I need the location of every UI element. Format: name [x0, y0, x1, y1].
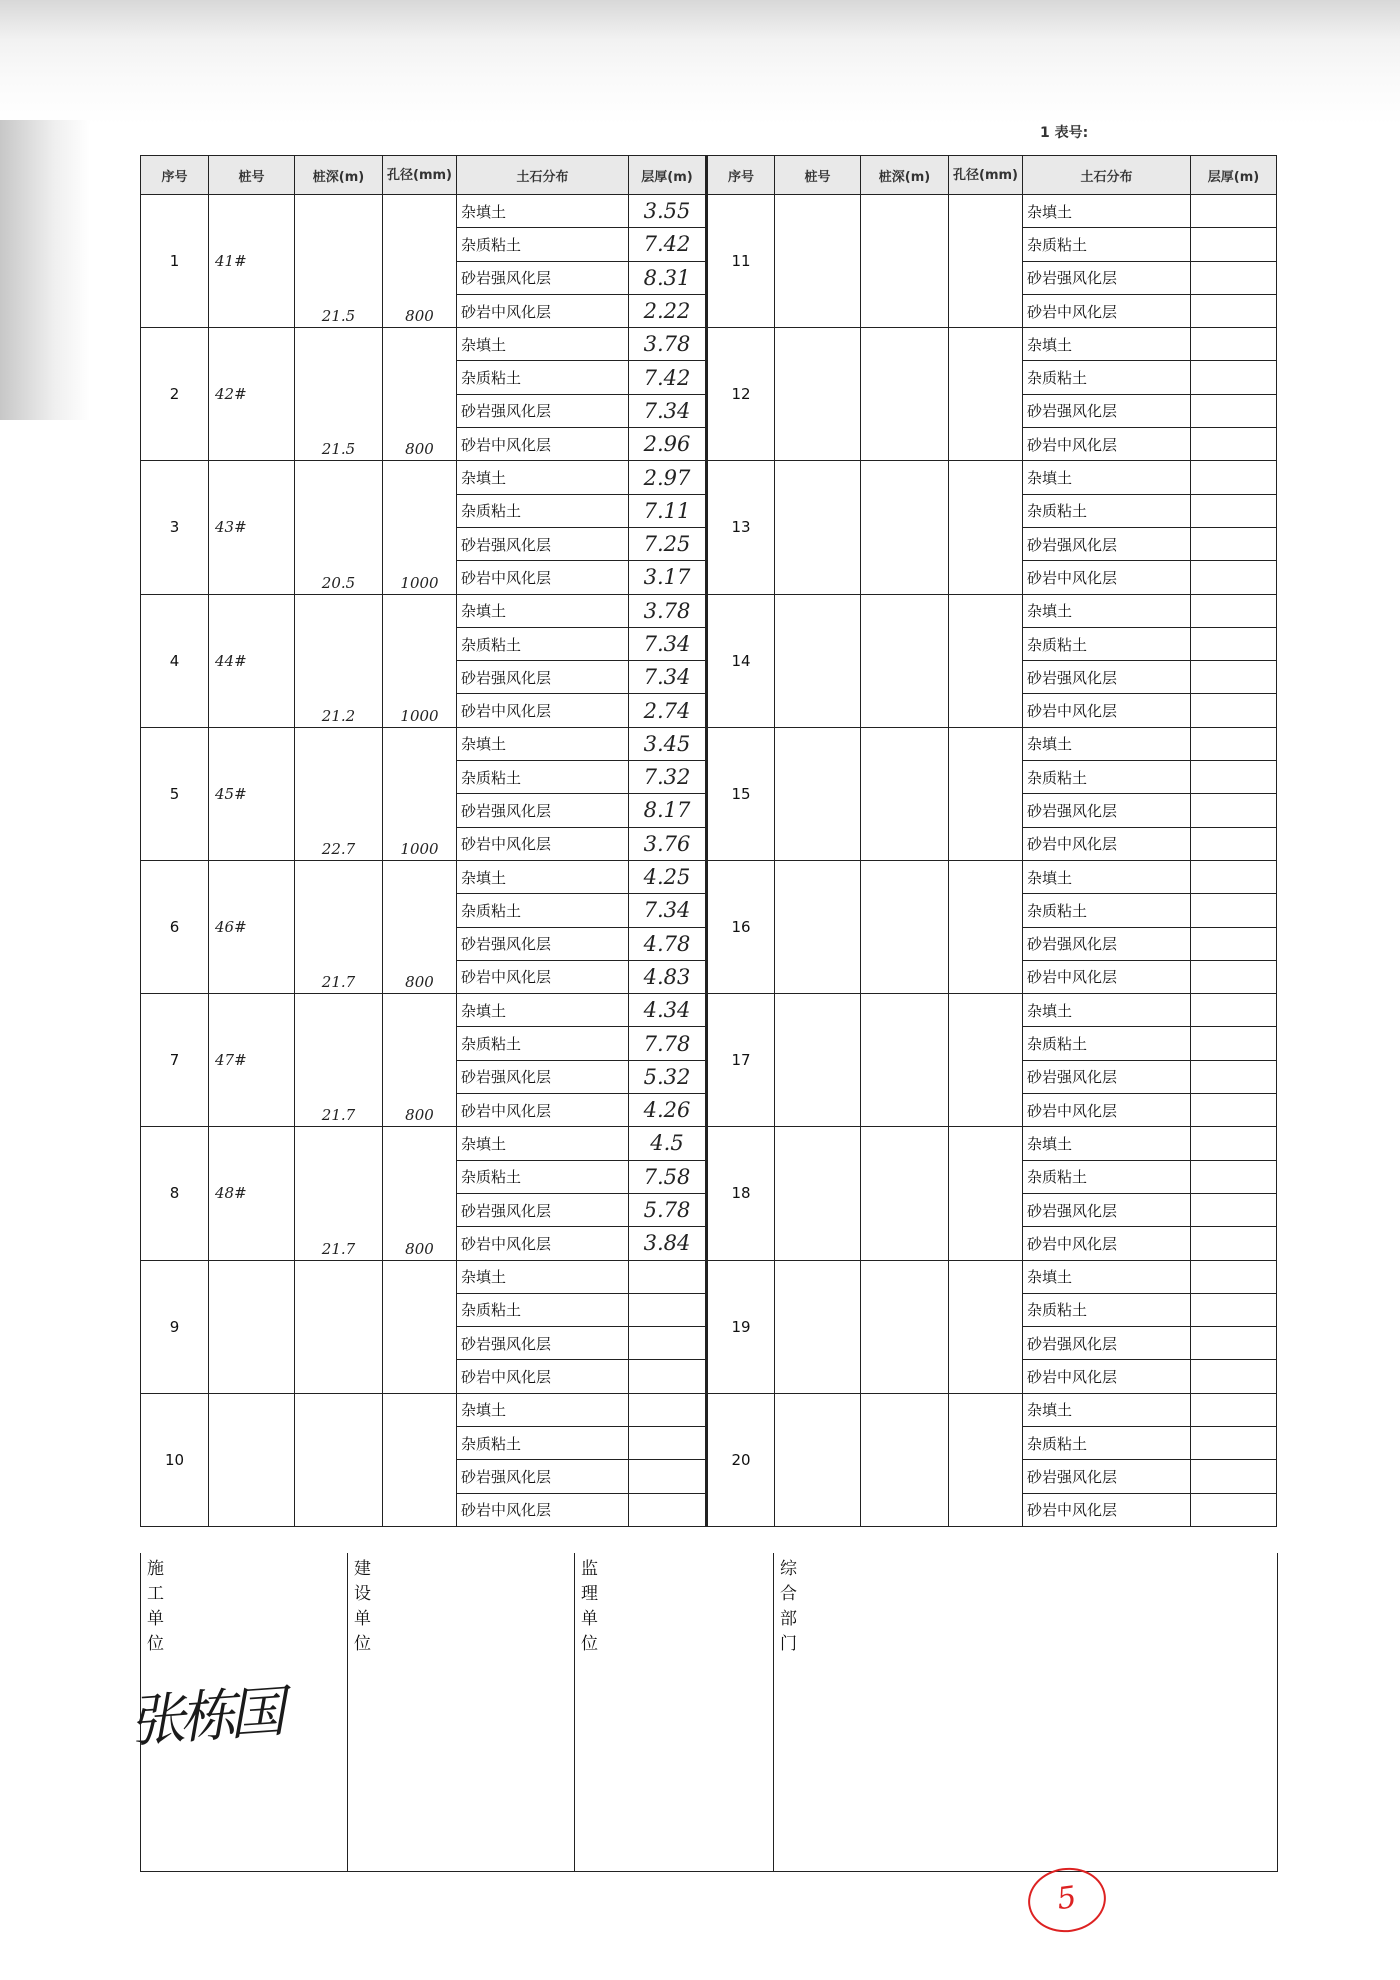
- pile-no-cell: 42#: [209, 328, 295, 461]
- seq-cell-right: 14: [707, 594, 775, 727]
- hole-dia-cell: 800: [383, 328, 457, 461]
- pile-no-cell: 44#: [209, 594, 295, 727]
- thickness-cell: 7.34: [629, 661, 707, 694]
- thickness-cell: 3.78: [629, 328, 707, 361]
- soil-layer-cell-right: 砂岩强风化层: [1023, 794, 1191, 827]
- soil-layer-cell: 杂填土: [457, 195, 629, 228]
- thickness-cell-right: [1191, 1027, 1277, 1060]
- pile-depth-cell-right: [861, 328, 949, 461]
- hole-dia-cell: [383, 1260, 457, 1393]
- thickness-cell: 5.78: [629, 1193, 707, 1226]
- soil-layer-cell: 杂质粘土: [457, 894, 629, 927]
- soil-layer-cell: 砂岩强风化层: [457, 1060, 629, 1093]
- soil-layer-cell: 杂填土: [457, 1393, 629, 1426]
- soil-layer-cell-right: 杂填土: [1023, 195, 1191, 228]
- thickness-cell: 3.17: [629, 561, 707, 594]
- soil-layer-cell: 杂填土: [457, 1260, 629, 1293]
- soil-layer-cell: 杂填土: [457, 860, 629, 893]
- pile-depth-cell: [295, 1393, 383, 1526]
- thickness-cell: 2.74: [629, 694, 707, 727]
- seq-cell: 5: [141, 727, 209, 860]
- thickness-cell: 3.84: [629, 1227, 707, 1260]
- page-number-mark: 5: [1024, 1863, 1110, 1937]
- table-header-row: [141, 156, 1277, 195]
- soil-layer-cell-right: 砂岩强风化层: [1023, 1460, 1191, 1493]
- table-row: [141, 860, 1277, 893]
- thickness-cell: 3.55: [629, 195, 707, 228]
- seq-cell: 8: [141, 1127, 209, 1260]
- seq-cell-right: 11: [707, 195, 775, 328]
- thickness-cell: 3.76: [629, 827, 707, 860]
- pile-no-cell-right: [775, 195, 861, 328]
- soil-layer-cell-right: 杂填土: [1023, 994, 1191, 1027]
- thickness-cell: 3.45: [629, 727, 707, 760]
- soil-layer-cell: 砂岩强风化层: [457, 794, 629, 827]
- pile-depth-cell-right: [861, 860, 949, 993]
- thickness-cell-right: [1191, 1060, 1277, 1093]
- pile-record-table: [140, 155, 1277, 1527]
- seq-cell: 4: [141, 594, 209, 727]
- pile-no-cell-right: [775, 461, 861, 594]
- thickness-cell: 7.42: [629, 361, 707, 394]
- table-row: [141, 195, 1277, 228]
- hole-dia-cell: 800: [383, 994, 457, 1127]
- hole-dia-cell-right: [949, 594, 1023, 727]
- thickness-cell-right: [1191, 594, 1277, 627]
- thickness-cell: 7.34: [629, 627, 707, 660]
- handwritten-signature: 张栋国: [127, 1679, 282, 1756]
- thickness-cell: [629, 1260, 707, 1293]
- pile-no-cell-right: [775, 594, 861, 727]
- soil-layer-cell: 砂岩中风化层: [457, 1094, 629, 1127]
- soil-layer-cell: 杂质粘土: [457, 1293, 629, 1326]
- soil-layer-cell-right: 杂填土: [1023, 594, 1191, 627]
- pile-depth-cell: 20.5: [295, 461, 383, 594]
- thickness-cell-right: [1191, 1127, 1277, 1160]
- hole-dia-cell-right: [949, 328, 1023, 461]
- pile-depth-cell: 21.7: [295, 994, 383, 1127]
- soil-layer-cell: 砂岩强风化层: [457, 1460, 629, 1493]
- thickness-cell: 7.34: [629, 894, 707, 927]
- header-hole-dia-right: 孔径(mm): [949, 156, 1023, 195]
- thickness-cell: 2.96: [629, 428, 707, 461]
- thickness-cell-right: [1191, 1094, 1277, 1127]
- table-row: [141, 461, 1277, 494]
- sheet-no-label: 1 表号:: [1040, 125, 1089, 141]
- pile-no-cell: [209, 1393, 295, 1526]
- hole-dia-cell: 800: [383, 1127, 457, 1260]
- soil-layer-cell: 砂岩强风化层: [457, 1327, 629, 1360]
- thickness-cell-right: [1191, 1260, 1277, 1293]
- thickness-cell: 4.25: [629, 860, 707, 893]
- header-seq-right: 序号: [707, 156, 775, 195]
- soil-layer-cell-right: 杂质粘土: [1023, 494, 1191, 527]
- thickness-cell-right: [1191, 727, 1277, 760]
- soil-layer-cell: 砂岩中风化层: [457, 294, 629, 327]
- thickness-cell-right: [1191, 1493, 1277, 1526]
- pile-depth-cell-right: [861, 195, 949, 328]
- seq-cell-right: 12: [707, 328, 775, 461]
- pile-no-cell: 47#: [209, 994, 295, 1127]
- thickness-cell-right: [1191, 1460, 1277, 1493]
- hole-dia-cell-right: [949, 727, 1023, 860]
- soil-layer-cell-right: 杂质粘土: [1023, 1160, 1191, 1193]
- thickness-cell-right: [1191, 661, 1277, 694]
- soil-layer-cell-right: 砂岩强风化层: [1023, 1327, 1191, 1360]
- soil-layer-cell: 砂岩中风化层: [457, 1227, 629, 1260]
- soil-layer-cell: 砂岩强风化层: [457, 661, 629, 694]
- soil-layer-cell-right: 杂填土: [1023, 1127, 1191, 1160]
- soil-layer-cell: 杂填土: [457, 994, 629, 1027]
- thickness-cell-right: [1191, 328, 1277, 361]
- thickness-cell-right: [1191, 428, 1277, 461]
- hole-dia-cell: 800: [383, 195, 457, 328]
- thickness-cell-right: [1191, 894, 1277, 927]
- soil-layer-cell: 砂岩中风化层: [457, 1493, 629, 1526]
- soil-layer-cell-right: 杂填土: [1023, 727, 1191, 760]
- seq-cell-right: 17: [707, 994, 775, 1127]
- hole-dia-cell: 1000: [383, 727, 457, 860]
- hole-dia-cell-right: [949, 860, 1023, 993]
- table-row: [141, 594, 1277, 627]
- thickness-cell-right: [1191, 228, 1277, 261]
- soil-layer-cell: 砂岩中风化层: [457, 827, 629, 860]
- thickness-cell-right: [1191, 761, 1277, 794]
- thickness-cell-right: [1191, 1393, 1277, 1426]
- pile-no-cell: 41#: [209, 195, 295, 328]
- table-body: [141, 195, 1277, 1527]
- thickness-cell-right: [1191, 827, 1277, 860]
- hole-dia-cell-right: [949, 1393, 1023, 1526]
- hole-dia-cell: 1000: [383, 594, 457, 727]
- pile-depth-cell: 21.7: [295, 1127, 383, 1260]
- thickness-cell: 7.25: [629, 527, 707, 560]
- pile-depth-cell: [295, 1260, 383, 1393]
- hole-dia-cell-right: [949, 461, 1023, 594]
- sig-owner-label: 建设单位: [354, 1559, 371, 1654]
- soil-layer-cell: 杂填土: [457, 594, 629, 627]
- thickness-cell-right: [1191, 195, 1277, 228]
- soil-layer-cell: 砂岩中风化层: [457, 1360, 629, 1393]
- pile-depth-cell-right: [861, 994, 949, 1127]
- thickness-cell-right: [1191, 461, 1277, 494]
- thickness-cell: 7.32: [629, 761, 707, 794]
- pile-depth-cell-right: [861, 1393, 949, 1526]
- sig-construction: [127, 1553, 348, 1871]
- thickness-cell: [629, 1360, 707, 1393]
- pile-no-cell-right: [775, 727, 861, 860]
- thickness-cell-right: [1191, 1360, 1277, 1393]
- thickness-cell: [629, 1293, 707, 1326]
- thickness-cell-right: [1191, 794, 1277, 827]
- thickness-cell-right: [1191, 361, 1277, 394]
- pile-no-cell: 43#: [209, 461, 295, 594]
- soil-layer-cell: 杂质粘土: [457, 228, 629, 261]
- soil-layer-cell-right: 砂岩强风化层: [1023, 661, 1191, 694]
- soil-layer-cell-right: 砂岩中风化层: [1023, 1094, 1191, 1127]
- thickness-cell-right: [1191, 860, 1277, 893]
- soil-layer-cell-right: 杂填土: [1023, 328, 1191, 361]
- soil-layer-cell: 杂填土: [457, 461, 629, 494]
- pile-depth-cell-right: [861, 594, 949, 727]
- thickness-cell: 5.32: [629, 1060, 707, 1093]
- pile-no-cell-right: [775, 328, 861, 461]
- thickness-cell-right: [1191, 627, 1277, 660]
- seq-cell-right: 18: [707, 1127, 775, 1260]
- sig-supervision: [575, 1553, 774, 1871]
- thickness-cell: 2.22: [629, 294, 707, 327]
- header-seq: 序号: [141, 156, 209, 195]
- thickness-cell: 2.97: [629, 461, 707, 494]
- thickness-cell-right: [1191, 694, 1277, 727]
- thickness-cell-right: [1191, 1426, 1277, 1459]
- header-pile-no-right: 桩号: [775, 156, 861, 195]
- hole-dia-cell-right: [949, 1260, 1023, 1393]
- soil-layer-cell: 砂岩中风化层: [457, 694, 629, 727]
- thickness-cell-right: [1191, 294, 1277, 327]
- thickness-cell: [629, 1393, 707, 1426]
- soil-layer-cell-right: 砂岩强风化层: [1023, 527, 1191, 560]
- soil-layer-cell-right: 杂填土: [1023, 461, 1191, 494]
- hole-dia-cell-right: [949, 994, 1023, 1127]
- soil-layer-cell-right: 杂质粘土: [1023, 1293, 1191, 1326]
- thickness-cell-right: [1191, 394, 1277, 427]
- header-pile-depth: 桩深(m): [295, 156, 383, 195]
- pile-no-cell-right: [775, 860, 861, 993]
- pile-depth-cell: 22.7: [295, 727, 383, 860]
- thickness-cell: 7.58: [629, 1160, 707, 1193]
- thickness-cell: 3.78: [629, 594, 707, 627]
- soil-layer-cell-right: 砂岩中风化层: [1023, 960, 1191, 993]
- table-row: [141, 727, 1277, 760]
- header-soil-right: 土石分布: [1023, 156, 1191, 195]
- soil-layer-cell-right: 杂填土: [1023, 1260, 1191, 1293]
- soil-layer-cell: 杂填土: [457, 328, 629, 361]
- table-row: [141, 1393, 1277, 1426]
- seq-cell: 9: [141, 1260, 209, 1393]
- thickness-cell: [629, 1327, 707, 1360]
- table-row: [141, 1127, 1277, 1160]
- soil-layer-cell: 砂岩中风化层: [457, 960, 629, 993]
- soil-layer-cell-right: 杂质粘土: [1023, 761, 1191, 794]
- thickness-cell-right: [1191, 561, 1277, 594]
- soil-layer-cell: 砂岩强风化层: [457, 927, 629, 960]
- seq-cell: 10: [141, 1393, 209, 1526]
- hole-dia-cell-right: [949, 1127, 1023, 1260]
- sig-construction-label: 施工单位: [147, 1559, 164, 1654]
- soil-layer-cell-right: 砂岩中风化层: [1023, 694, 1191, 727]
- seq-cell: 1: [141, 195, 209, 328]
- header-pile-depth-right: 桩深(m): [861, 156, 949, 195]
- thickness-cell: 8.31: [629, 261, 707, 294]
- sig-general: [774, 1553, 1276, 1871]
- soil-layer-cell: 杂质粘土: [457, 361, 629, 394]
- pile-no-cell-right: [775, 1127, 861, 1260]
- thickness-cell-right: [1191, 1193, 1277, 1226]
- header-thickness-right: 层厚(m): [1191, 156, 1277, 195]
- soil-layer-cell-right: 砂岩中风化层: [1023, 294, 1191, 327]
- soil-layer-cell: 杂填土: [457, 727, 629, 760]
- soil-layer-cell: 杂质粘土: [457, 761, 629, 794]
- scan-shadow-top: [0, 0, 1400, 125]
- thickness-cell: 7.34: [629, 394, 707, 427]
- thickness-cell-right: [1191, 960, 1277, 993]
- hole-dia-cell: 1000: [383, 461, 457, 594]
- sig-supervision-label: 监理单位: [581, 1559, 598, 1654]
- thickness-cell-right: [1191, 994, 1277, 1027]
- soil-layer-cell: 砂岩强风化层: [457, 527, 629, 560]
- hole-dia-cell: 800: [383, 860, 457, 993]
- soil-layer-cell-right: 砂岩强风化层: [1023, 394, 1191, 427]
- pile-depth-cell-right: [861, 1260, 949, 1393]
- thickness-cell: 4.34: [629, 994, 707, 1027]
- header-thickness: 层厚(m): [629, 156, 707, 195]
- table-row: [141, 1260, 1277, 1293]
- hole-dia-cell-right: [949, 195, 1023, 328]
- soil-layer-cell-right: 杂质粘土: [1023, 894, 1191, 927]
- seq-cell: 6: [141, 860, 209, 993]
- soil-layer-cell: 砂岩中风化层: [457, 561, 629, 594]
- soil-layer-cell-right: 砂岩强风化层: [1023, 1193, 1191, 1226]
- soil-layer-cell-right: 砂岩强风化层: [1023, 1060, 1191, 1093]
- sheet-header: [1040, 122, 1088, 142]
- seq-cell-right: 20: [707, 1393, 775, 1526]
- soil-layer-cell-right: 杂质粘土: [1023, 361, 1191, 394]
- thickness-cell-right: [1191, 1227, 1277, 1260]
- thickness-cell-right: [1191, 927, 1277, 960]
- header-pile-no: 桩号: [209, 156, 295, 195]
- pile-record-table-wrap: [140, 155, 1277, 1527]
- pile-depth-cell: 21.7: [295, 860, 383, 993]
- sig-owner: [348, 1553, 575, 1871]
- pile-no-cell-right: [775, 1260, 861, 1393]
- soil-layer-cell: 砂岩强风化层: [457, 394, 629, 427]
- soil-layer-cell-right: 砂岩中风化层: [1023, 1227, 1191, 1260]
- soil-layer-cell: 杂质粘土: [457, 1426, 629, 1459]
- pile-depth-cell-right: [861, 727, 949, 860]
- hole-dia-cell: [383, 1393, 457, 1526]
- thickness-cell: 4.26: [629, 1094, 707, 1127]
- seq-cell-right: 16: [707, 860, 775, 993]
- thickness-cell: 4.78: [629, 927, 707, 960]
- thickness-cell-right: [1191, 1160, 1277, 1193]
- soil-layer-cell: 杂质粘土: [457, 627, 629, 660]
- thickness-cell: [629, 1493, 707, 1526]
- pile-depth-cell: 21.5: [295, 195, 383, 328]
- seq-cell-right: 15: [707, 727, 775, 860]
- seq-cell: 2: [141, 328, 209, 461]
- pile-no-cell: [209, 1260, 295, 1393]
- soil-layer-cell-right: 砂岩强风化层: [1023, 261, 1191, 294]
- pile-depth-cell: 21.5: [295, 328, 383, 461]
- thickness-cell-right: [1191, 1327, 1277, 1360]
- thickness-cell: 7.78: [629, 1027, 707, 1060]
- thickness-cell: 7.11: [629, 494, 707, 527]
- header-hole-dia: 孔径(mm): [383, 156, 457, 195]
- soil-layer-cell-right: 砂岩中风化层: [1023, 1493, 1191, 1526]
- seq-cell: 7: [141, 994, 209, 1127]
- soil-layer-cell-right: 杂填土: [1023, 1393, 1191, 1426]
- pile-depth-cell: 21.2: [295, 594, 383, 727]
- thickness-cell: 8.17: [629, 794, 707, 827]
- soil-layer-cell-right: 杂质粘土: [1023, 1027, 1191, 1060]
- soil-layer-cell: 杂质粘土: [457, 1160, 629, 1193]
- signature-area: [127, 1553, 1278, 1872]
- sig-general-label: 综合部门: [780, 1559, 797, 1654]
- thickness-cell-right: [1191, 527, 1277, 560]
- seq-cell: 3: [141, 461, 209, 594]
- soil-layer-cell: 杂质粘土: [457, 1027, 629, 1060]
- soil-layer-cell: 杂质粘土: [457, 494, 629, 527]
- thickness-cell: 7.42: [629, 228, 707, 261]
- soil-layer-cell: 砂岩强风化层: [457, 261, 629, 294]
- scan-shadow-left: [0, 120, 90, 420]
- soil-layer-cell-right: 砂岩中风化层: [1023, 428, 1191, 461]
- thickness-cell-right: [1191, 494, 1277, 527]
- seq-cell-right: 13: [707, 461, 775, 594]
- thickness-cell: 4.5: [629, 1127, 707, 1160]
- pile-depth-cell-right: [861, 461, 949, 594]
- soil-layer-cell-right: 杂填土: [1023, 860, 1191, 893]
- pile-no-cell: 46#: [209, 860, 295, 993]
- table-row: [141, 994, 1277, 1027]
- pile-no-cell-right: [775, 994, 861, 1127]
- pile-no-cell-right: [775, 1393, 861, 1526]
- soil-layer-cell-right: 砂岩中风化层: [1023, 827, 1191, 860]
- soil-layer-cell-right: 杂质粘土: [1023, 627, 1191, 660]
- soil-layer-cell-right: 砂岩强风化层: [1023, 927, 1191, 960]
- pile-no-cell: 45#: [209, 727, 295, 860]
- soil-layer-cell-right: 砂岩中风化层: [1023, 561, 1191, 594]
- soil-layer-cell-right: 砂岩中风化层: [1023, 1360, 1191, 1393]
- thickness-cell: [629, 1460, 707, 1493]
- soil-layer-cell: 砂岩中风化层: [457, 428, 629, 461]
- soil-layer-cell-right: 杂质粘土: [1023, 1426, 1191, 1459]
- soil-layer-cell: 杂填土: [457, 1127, 629, 1160]
- soil-layer-cell: 砂岩强风化层: [457, 1193, 629, 1226]
- header-soil: 土石分布: [457, 156, 629, 195]
- thickness-cell: [629, 1426, 707, 1459]
- thickness-cell-right: [1191, 1293, 1277, 1326]
- pile-no-cell: 48#: [209, 1127, 295, 1260]
- table-row: [141, 328, 1277, 361]
- thickness-cell: 4.83: [629, 960, 707, 993]
- seq-cell-right: 19: [707, 1260, 775, 1393]
- soil-layer-cell-right: 杂质粘土: [1023, 228, 1191, 261]
- thickness-cell-right: [1191, 261, 1277, 294]
- pile-depth-cell-right: [861, 1127, 949, 1260]
